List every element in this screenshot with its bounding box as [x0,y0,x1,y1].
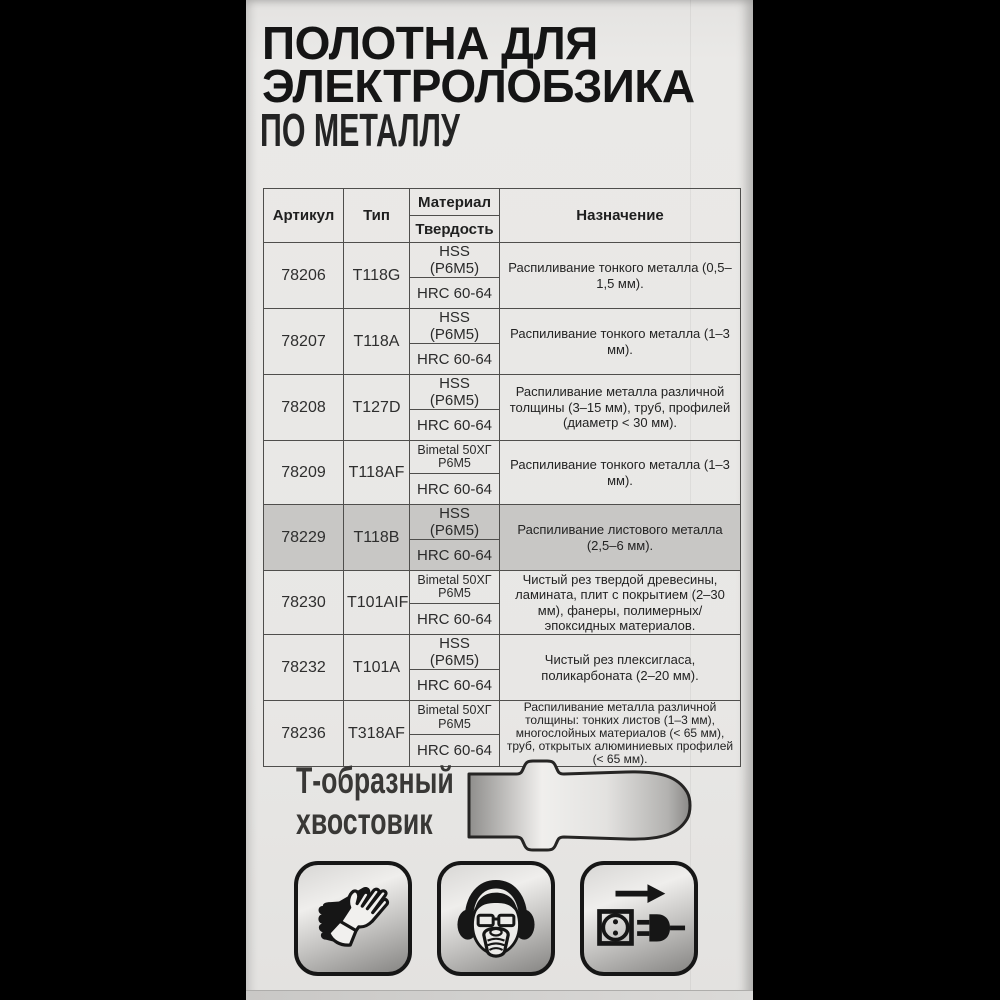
table-row [264,243,741,278]
table-row [264,505,741,540]
table-row [264,309,741,344]
column-header-material: Материал [410,189,500,216]
article-cell: 78208 [264,375,344,441]
purpose-cell: Распиливание тонкого металла (0,5–1,5 мм). [500,243,741,309]
purpose-cell: Распиливание металла различной толщины: тонких листов (1–3 мм), многослойных материалов (< 65 мм), труб, открытых алюминиевых профилей (< 65 мм). [500,701,741,767]
hardness-cell: HRC 60-64 [410,604,500,635]
table-row [264,635,741,670]
page-title [262,17,695,112]
material-cell: HSS (P6M5) [410,375,500,410]
purpose-cell: Распиливание тонкого металла (1–3 мм). [500,441,741,505]
type-cell: T318AF [344,701,410,767]
hardness-cell: HRC 60-64 [410,670,500,701]
column-header-hardness: Твердость [410,216,500,243]
article-cell: 78229 [264,505,344,571]
material-cell: HSS (P6M5) [410,635,500,670]
article-cell: 78230 [264,571,344,635]
type-cell: T101A [344,635,410,701]
hardness-cell: HRC 60-64 [410,540,500,571]
type-cell: T101AIF [344,571,410,635]
type-cell: T118AF [344,441,410,505]
title-line-2: ЭЛЕКТРОЛОБЗИКА [262,60,695,112]
purpose-cell: Чистый рез плексигласа, поликарбоната (2–20 мм). [500,635,741,701]
hardness-cell: HRC 60-64 [410,410,500,441]
unplug-before-service-icon [580,861,698,976]
hardness-cell: HRC 60-64 [410,278,500,309]
package-front-panel [246,0,753,1000]
column-header-type: Тип [344,189,410,243]
table-header-row [264,189,741,216]
material-cell: HSS (P6M5) [410,309,500,344]
article-cell: 78232 [264,635,344,701]
material-cell: Bimetal 50ХГ Р6М5 [410,441,500,474]
purpose-cell: Распиливание металла различной толщины (3–15 мм), труб, профилей (диаметр < 30 мм). [500,375,741,441]
hardness-cell: HRC 60-64 [410,344,500,375]
material-cell: Bimetal 50ХГ Р6М5 [410,701,500,735]
package-bottom-edge [246,990,753,1000]
hardness-cell: HRC 60-64 [410,474,500,505]
purpose-cell: Чистый рез твердой древесины, ламината, плит с покрытием (2–30 мм), фанеры, полимерных/ эпоксидных материалов. [500,571,741,635]
t-shank-label-line-2: хвостовик [296,801,433,842]
t-shank-blade-illustration [466,756,702,856]
type-cell: T118B [344,505,410,571]
table-row [264,375,741,410]
t-shank-label-line-1: Т-образный [296,760,454,801]
type-cell: T118A [344,309,410,375]
purpose-cell: Распиливание листового металла (2,5–6 мм). [500,505,741,571]
table-row [264,571,741,604]
purpose-cell: Распиливание тонкого металла (1–3 мм). [500,309,741,375]
article-cell: 78209 [264,441,344,505]
ear-eye-respiratory-protection-icon [437,861,555,976]
blade-spec-table [263,188,741,767]
table-row [264,441,741,474]
t-shank-label [296,760,454,842]
title-line-1: ПОЛОТНА ДЛЯ [262,17,598,69]
material-cell: HSS (P6M5) [410,505,500,540]
safety-icons-row [294,861,698,976]
table-row [264,701,741,735]
type-cell: T127D [344,375,410,441]
subtitle-material: ПО МЕТАЛЛУ [260,104,460,156]
article-cell: 78207 [264,309,344,375]
article-cell: 78236 [264,701,344,767]
type-cell: T118G [344,243,410,309]
material-cell: Bimetal 50ХГ Р6М5 [410,571,500,604]
hardness-cell: HRC 60-64 [410,735,500,767]
material-cell: HSS (P6M5) [410,243,500,278]
protective-gloves-icon [294,861,412,976]
column-header-purpose: Назначение [500,189,741,243]
column-header-article: Артикул [264,189,344,243]
article-cell: 78206 [264,243,344,309]
